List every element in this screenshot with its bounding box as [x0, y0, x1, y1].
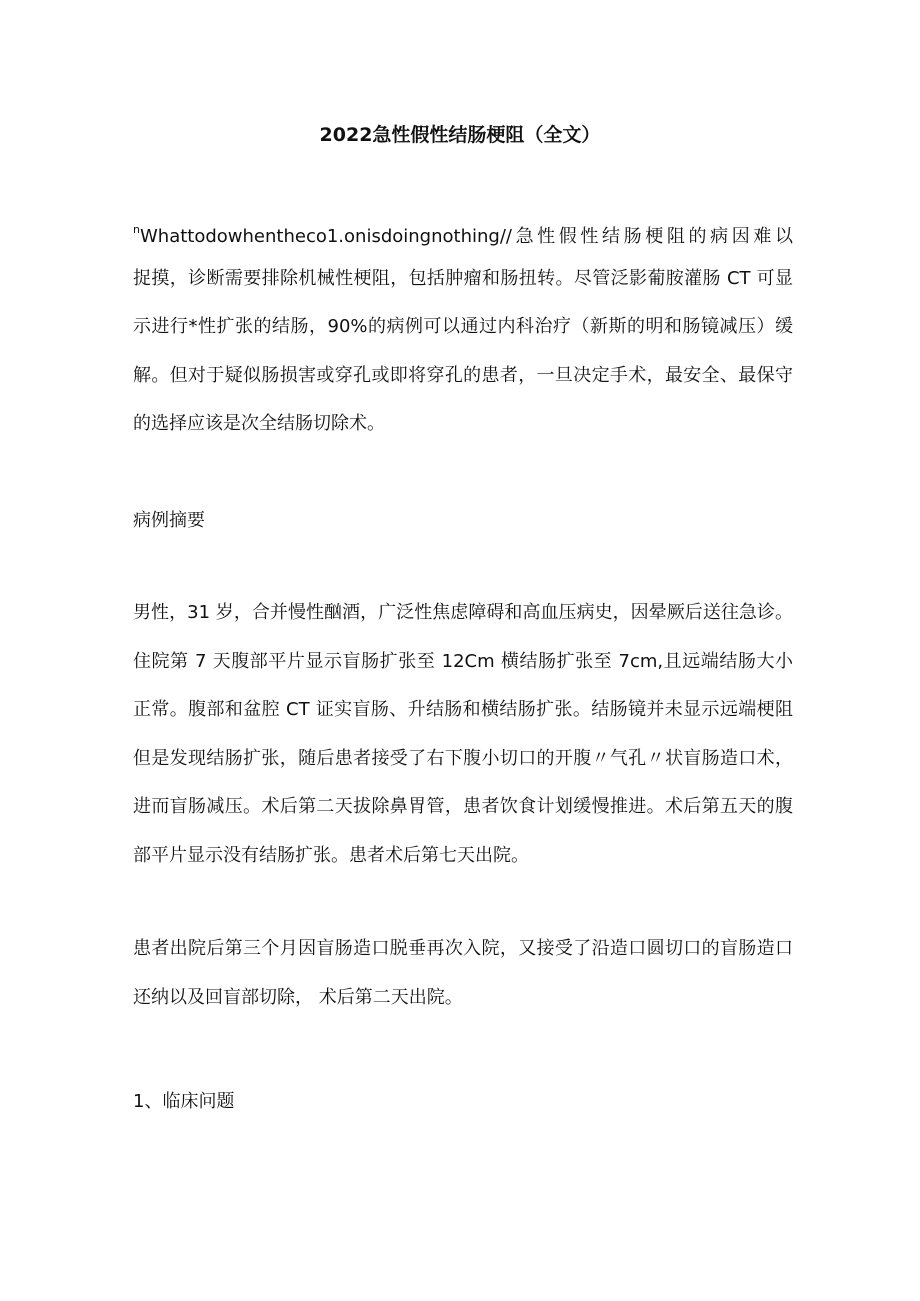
quote-mark: n	[133, 223, 140, 236]
case-line: 男性，31 岁，合并慢性酗酒，广泛性焦虑障碍和高血压病史，因晕厥后送往急诊。	[133, 602, 793, 623]
case-line: 但是发现结肠扩张，随后患者接受了右下腹小切口的开腹〃气孔〃状盲肠造口术，	[133, 747, 793, 769]
followup-line: 患者出院后第三个月因盲肠造口脱垂再次入院，又接受了沿造口圆切口的盲肠造口	[133, 938, 793, 959]
section-heading-clinical-question	[133, 1078, 793, 1127]
intro-paragraph	[133, 206, 793, 449]
document-title: 2022急性假性结肠梗阻（全文）	[319, 124, 601, 146]
intro-line: 捉摸，诊断需要排除机械性梗阻，包括肿瘤和肠扭转。尽管泛影葡胺灌肠 CT 可显	[133, 267, 793, 289]
intro-line: 解。但对于疑似肠损害或穿孔或即将穿孔的患者，一旦决定手术，最安全、最保守	[133, 364, 793, 386]
case-line: 进而盲肠减压。术后第二天拔除鼻胃管，患者饮食计划缓慢推进。术后第五天的腹	[133, 796, 793, 817]
intro-line-text: Whattodowhentheco1.onisdoingnothing//急性假性结肠梗阻的病因难以	[139, 226, 793, 247]
intro-line	[133, 206, 793, 255]
section-heading-case-summary	[133, 497, 793, 546]
case-paragraph	[133, 589, 793, 880]
section-heading-text: 1、临床问题	[133, 1091, 235, 1112]
intro-line: 的选择应该是次全结肠切除术。	[133, 413, 385, 434]
followup-paragraph	[133, 925, 793, 1022]
section-heading-text: 病例摘要	[133, 510, 205, 531]
case-line: 住院第 7 天腹部平片显示盲肠扩张至 12Cm 横结肠扩张至 7cm,且远端结肠大小	[133, 650, 793, 672]
followup-line: 还纳以及回盲部切除， 术后第二天出院。	[133, 986, 463, 1008]
case-line: 部平片显示没有结肠扩张。患者术后第七天出院。	[133, 844, 529, 866]
case-line: 正常。腹部和盆腔 CT 证实盲肠、升结肠和横结肠扩张。结肠镜并未显示远端梗阻	[133, 699, 793, 720]
intro-line: 示进行*性扩张的结肠，90%的病例可以通过内科治疗（新斯的明和肠镜减压）缓	[133, 316, 793, 337]
